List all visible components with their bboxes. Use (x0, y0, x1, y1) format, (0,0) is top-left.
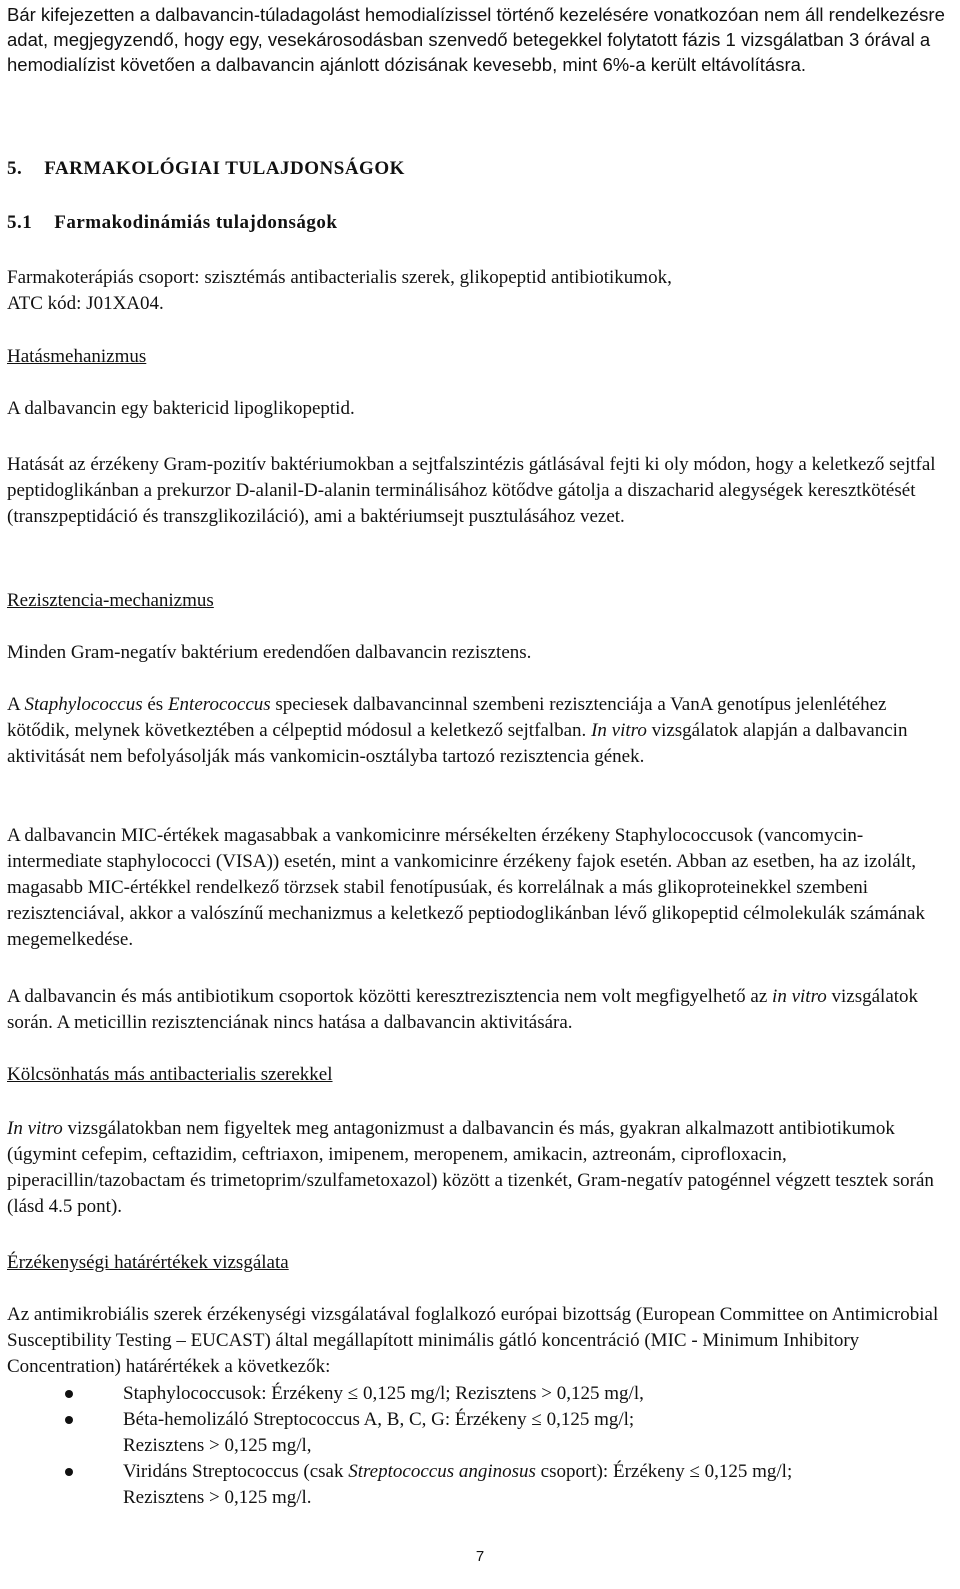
erzekenysegi-heading: Érzékenységi határértékek vizsgálata (7, 1252, 289, 1273)
section-5-heading (7, 158, 947, 180)
rezisztencia-p4-b: vizsgálatok során. A meticillin rezisztenciának nincs hatása a dalbavancin aktivitására. (7, 986, 919, 1033)
bullet-beta-hemolizalo-line2: Rezisztens > 0,125 mg/l, (123, 1435, 312, 1456)
kolcsonhatas-p1-rest: vizsgálatokban nem figyeltek meg antagonizmust a dalbavancin és más, gyakran alkalmazott antibiotikumok (úgymint cefepim, ceftazidim, ceftriaxon, imipenem, meropenem, amikacin, aztreonám, ciprofloxacin, piperacillin/tazobactam és trimetoprim/szulfametoxazol) között a tizenkét, Gram-negatív patogénnel végzett tesztek során (lásd 4.5 pont). (7, 1118, 934, 1217)
list-item (7, 1381, 942, 1407)
page-number: 7 (475, 1548, 485, 1565)
bullet-viridans-a: Viridáns Streptococcus (csak (123, 1461, 349, 1482)
in-vitro-italic: In vitro (7, 1118, 63, 1139)
hatasmechanizmus-heading: Hatásmehanizmus (7, 346, 147, 367)
bullet-viridans-b: csoport): Érzékeny ≤ 0,125 mg/l; (535, 1461, 793, 1482)
erzekenysegi-p1: Az antimikrobiális szerek érzékenységi vizsgálatával foglalkozó európai bizottság (European Committee on Antimicrobial Susceptibility Testing – EUCAST) által megállapított minimális gátló koncentráció (MIC - Minimum Inhibitory Concentration) határértékek a következők: (7, 1304, 939, 1377)
rezisztencia-p4-a: A dalbavancin és más antibiotikum csoportok közötti keresztrezisztencia nem volt megfigyelhető az (7, 986, 773, 1007)
in-vitro-italic: In vitro (591, 720, 647, 741)
bullet-staphylococcus: Staphylococcusok: Érzékeny ≤ 0,125 mg/l; Rezisztens > 0,125 mg/l, (123, 1383, 644, 1404)
hatasmechanizmus-p1: A dalbavancin egy baktericid lipoglikopeptid. (7, 398, 355, 419)
enterococcus-italic: Enterococcus (167, 694, 271, 715)
rezisztencia-p2-a: A (7, 694, 25, 715)
kolcsonhatas-p1 (7, 1116, 942, 1220)
streptococcus-anginosus-italic: Streptococcus anginosus (348, 1461, 536, 1482)
in-vitro-italic: in vitro (772, 986, 827, 1007)
intro-paragraph: Bár kifejezetten a dalbavancin-túladagolást hemodialízissel történő kezelésére vonatkozóan nem áll rendelkezésre adat, megjegyzendő, hogy egy, vesekárosodásban szenvedő betegekkel folytatott fázis 1 vizsgálatban 3 órával a hemodialízist követően a dalbavancin ajánlott dózisának kevesebb, mint 6%-a került eltávolításra. (7, 4, 945, 75)
hatasmechanizmus-p2: Hatását az érzékeny Gram-pozitív baktériumokban a sejtfalszintézis gátlásával fejti ki oly módon, hogy a keletkező sejtfal peptidoglikánban a prekurzor D-alanil-D-alanin terminálisához kötődve gátolja a diszacharid alegységek keresztkötését (transzpeptidáció és transzglikoziláció), ami a baktériumsejt pusztulásához vezet. (7, 454, 936, 527)
section-5-1-number: 5.1 (7, 212, 33, 233)
farmakoterapias-line2: ATC kód: J01XA04. (7, 293, 164, 314)
rezisztencia-p2-c: speciesek dalbavancinnal szembeni rezisztenciája a VanA genotípus jelenlétéhez kötődik, melynek következtében a célpeptid módosul a keletkező sejtfalban. (7, 694, 887, 741)
list-item (7, 1459, 942, 1511)
list-item (7, 1407, 942, 1459)
section-5-1-heading (7, 212, 947, 234)
bullet-viridans-line2: Rezisztens > 0,125 mg/l. (123, 1487, 312, 1508)
section-5-title: FARMAKOLÓGIAI TULAJDONSÁGOK (44, 158, 405, 179)
section-5-1-title: Farmakodinámiás tulajdonságok (54, 212, 338, 233)
farmakoterapias-line1: Farmakoterápiás csoport: szisztémás antibacterialis szerek, glikopeptid antibiotikumok, (7, 267, 672, 288)
rezisztencia-p3: A dalbavancin MIC-értékek magasabbak a vankomicinre mérsékelten érzékeny Staphylococcusok (vancomycin-intermediate staphylococci (VISA)) esetén, mint a vankomicinre érzékeny fajok esetén. Abban az esetben, ha az izolált, magasabb MIC-értékkel rendelkező törzsek stabil fenotípusúak, és korrelálnak a más glikoproteinekkel szembeni rezisztenciával, akkor a valószínű mechanizmus a keletkező peptiodoglikánban lévő glikopeptid célmolekulák számának megemelkedése. (7, 825, 925, 950)
rezisztencia-p4 (7, 984, 942, 1036)
rezisztencia-p2-b: és (142, 694, 168, 715)
rezisztencia-p1: Minden Gram-negatív baktérium eredendően dalbavancin rezisztens. (7, 642, 532, 663)
kolcsonhatas-heading: Kölcsönhatás más antibacterialis szerekkel (7, 1064, 333, 1085)
section-5-number: 5. (7, 158, 23, 179)
farmakoterapias-paragraph (7, 265, 947, 317)
rezisztencia-heading: Rezisztencia-mechanizmus (7, 590, 214, 611)
staphylococcus-italic: Staphylococcus (24, 694, 143, 715)
bullet-beta-hemolizalo: Béta-hemolizáló Streptococcus A, B, C, G: Érzékeny ≤ 0,125 mg/l; (123, 1409, 635, 1430)
rezisztencia-p2-d: vizsgálatok alapján a dalbavancin aktivitását nem befolyásolják más vankomicin-osztályba tartozó rezisztencia gének. (7, 720, 908, 767)
rezisztencia-p2 (7, 692, 942, 770)
breakpoints-list (7, 1381, 942, 1511)
